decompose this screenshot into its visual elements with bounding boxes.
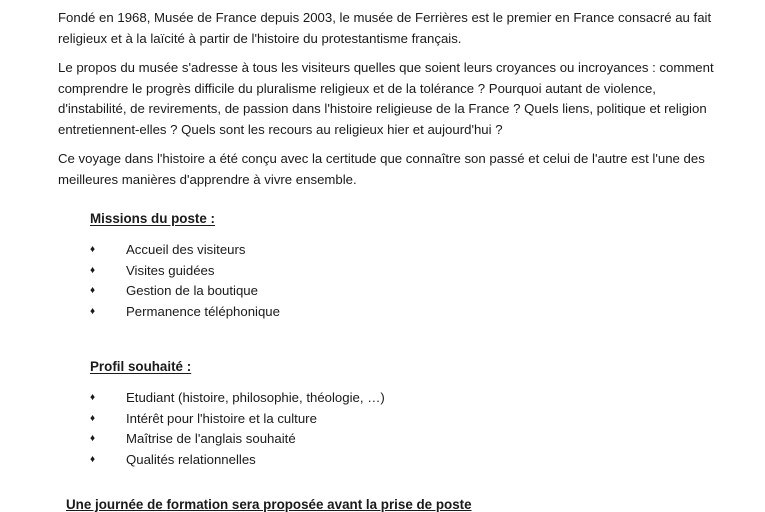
profil-item-text: Intérêt pour l'histoire et la culture: [126, 410, 317, 426]
missions-heading: Missions du poste :: [90, 211, 215, 226]
profil-item-text: Etudiant (histoire, philosophie, théologie, …): [126, 390, 385, 405]
missions-item-text: Accueil des visiteurs: [126, 242, 246, 257]
intro-paragraph-3: Ce voyage dans l'histoire a été conçu avec la certitude que connaître son passé et celui de l'autre est l'une des meilleures manières d'apprendre à vivre ensemble.: [58, 151, 705, 187]
diamond-bullet-icon: ♦: [90, 305, 96, 317]
training-note: Une journée de formation sera proposée avant la prise de poste: [66, 497, 472, 512]
diamond-bullet-icon: ♦: [90, 244, 96, 255]
intro-paragraph-1: Fondé en 1968, Musée de France depuis 2003, le musée de Ferrières est le premier en France consacré au fait religieux et à la laïcité à partir de l'histoire du protestantisme français.: [58, 10, 712, 46]
diamond-bullet-icon: ♦: [90, 392, 96, 403]
diamond-bullet-icon: ♦: [90, 412, 96, 424]
profil-item-text: Qualités relationnelles: [126, 451, 256, 467]
diamond-bullet-icon: ♦: [90, 264, 96, 276]
diamond-bullet-icon: ♦: [90, 433, 96, 445]
missions-item-text: Gestion de la boutique: [126, 283, 258, 299]
diamond-bullet-icon: ♦: [90, 453, 96, 465]
diamond-bullet-icon: ♦: [90, 285, 96, 297]
intro-paragraph-2: Le propos du musée s'adresse à tous les visiteurs quelles que soient leurs croyances ou incroyances : comment comprendre le progrès difficile du pluralisme religieux et de la tolérance ? Pourquoi autant de violence, d'instabilité, de revirements, de passion dans l'histoire religieuse de la France ? Quels liens, politique et religion entretiennent-elles ? Quels sont les recours au religieux hier et aujourd'hui ?: [58, 60, 714, 137]
profil-heading: Profil souhaité :: [90, 359, 192, 374]
missions-item-text: Permanence téléphonique: [126, 303, 280, 319]
profil-item-text: Maîtrise de l'anglais souhaité: [126, 431, 296, 447]
missions-item-text: Visites guidées: [126, 262, 215, 278]
